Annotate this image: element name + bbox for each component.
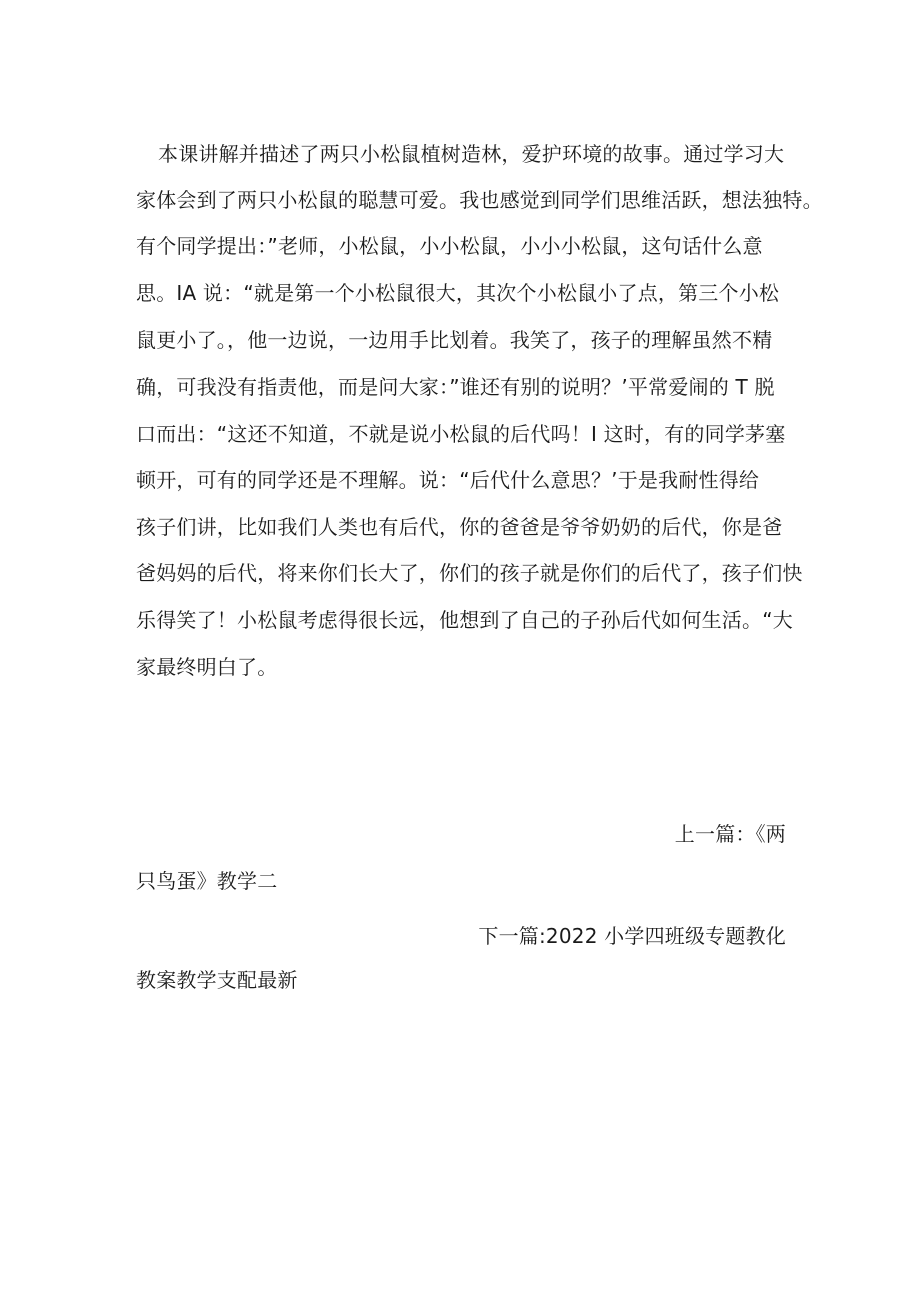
paragraph-line-1: 本课讲解并描述了两只小松鼠植树造林，爱护环境的故事。通过学习大 (158, 142, 785, 166)
paragraph-line-9: 孩子们讲，比如我们人类也有后代，你的爸爸是爷爷奶奶的后代，你是爸 (136, 515, 783, 539)
paragraph-line-2: 家体会到了两只小松鼠的聪慧可爱。我也感觉到同学们思维活跃，想法独特。 (136, 188, 823, 212)
paragraph-line-7: 口而出：“这还不知道，不就是说小松鼠的后代吗！I 这时，有的同学茅塞 (136, 422, 786, 446)
paragraph-line-10: 爸妈妈的后代，将来你们长大了，你们的孩子就是你们的后代了，孩子们快 (136, 561, 803, 585)
paragraph-line-3: 有个同学提出：”老师，小松鼠，小小松鼠，小小小松鼠，这句话什么意 (136, 234, 763, 258)
paragraph-line-5: 鼠更小了。，他一边说，一边用手比划着。我笑了，孩子的理解虽然不精 (136, 328, 773, 352)
previous-article-link-continued[interactable]: 只鸟蛋》教学二 (136, 869, 278, 893)
paragraph-line-6: 确，可我没有指责他，而是问大家：”谁还有别的说明？’平常爱闹的 T 脱 (136, 375, 775, 399)
next-article-link-continued[interactable]: 教案教学支配最新 (136, 968, 298, 992)
paragraph-line-11: 乐得笑了！小松鼠考虑得很长远，他想到了自己的子孙后代如何生活。“大 (136, 608, 793, 632)
paragraph-line-12: 家最终明白了。 (136, 655, 278, 679)
paragraph-line-4: 思。IA 说：“就是第一个小松鼠很大，其次个小松鼠小了点，第三个小松 (136, 281, 780, 305)
next-article-link[interactable]: 下一篇:2022 小学四班级专题教化 (478, 924, 786, 948)
paragraph-line-8: 顿开，可有的同学还是不理解。说：“后代什么意思？’于是我耐性得给 (136, 468, 760, 492)
previous-article-link[interactable]: 上一篇：《两 (674, 822, 786, 846)
